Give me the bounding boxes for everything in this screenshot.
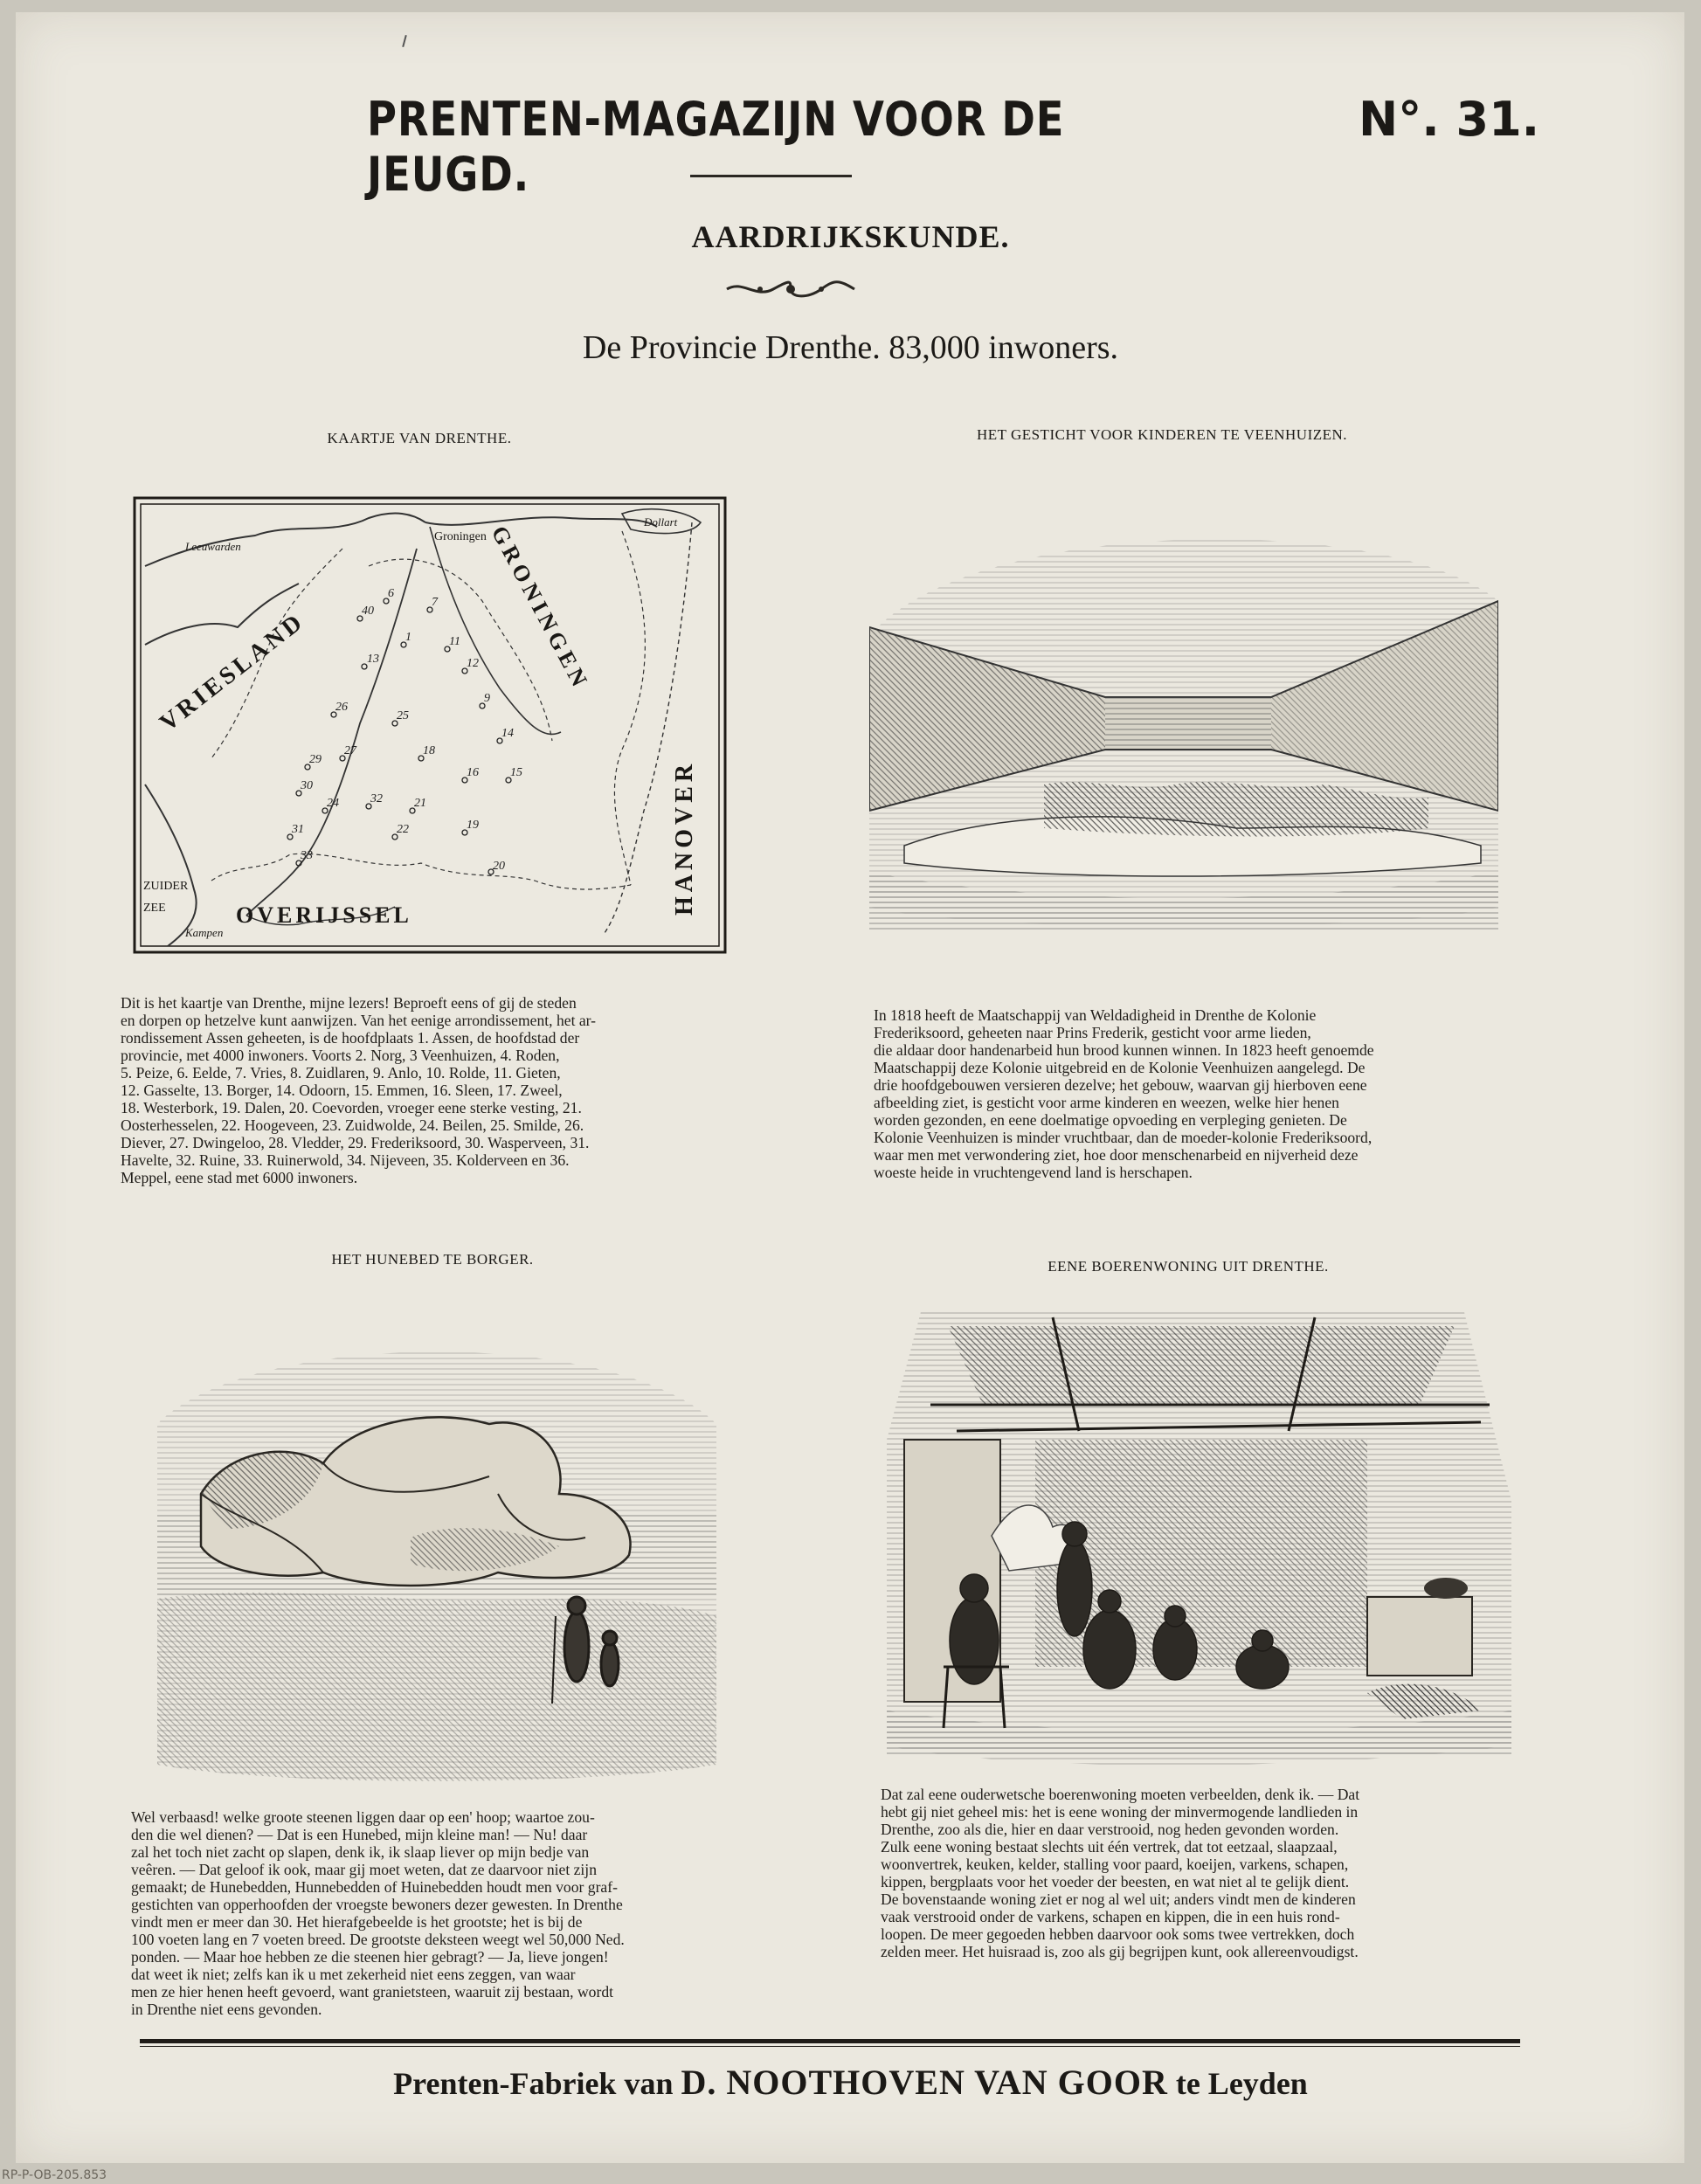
svg-text:30: 30 xyxy=(301,779,313,792)
svg-text:40: 40 xyxy=(362,605,374,618)
svg-text:12: 12 xyxy=(467,657,479,670)
hunebed-caption: HET HUNEBED TE BORGER. xyxy=(331,1251,534,1268)
map-caption: KAARTJE VAN DRENTHE. xyxy=(327,430,512,446)
map-label-zuiderzee-1: ZUIDER xyxy=(143,880,189,893)
map-label-zuiderzee-2: ZEE xyxy=(143,902,166,915)
footer-rule-thin xyxy=(140,2046,1520,2047)
svg-text:29: 29 xyxy=(309,753,322,766)
publisher-suffix: te Leyden xyxy=(1167,2066,1308,2101)
subject-heading: AARDRIJKSKUNDE. xyxy=(691,219,1010,254)
map-label-dollart: Dollart xyxy=(644,515,678,529)
map-of-drenthe xyxy=(133,496,727,954)
map-label-overijssel: OVERIJSSEL xyxy=(236,902,412,928)
svg-text:21: 21 xyxy=(414,797,426,810)
map-label-kampen: Kampen xyxy=(185,926,224,939)
svg-text:6: 6 xyxy=(388,587,394,600)
issue-number: N°. 31. xyxy=(1359,92,1540,147)
map-label-groningen: GRONINGEN xyxy=(486,522,595,695)
svg-text:18: 18 xyxy=(423,744,435,757)
svg-text:15: 15 xyxy=(510,766,522,779)
svg-text:20: 20 xyxy=(493,860,505,873)
map-label-leeuwarden: Leeuwarden xyxy=(185,540,241,553)
svg-text:19: 19 xyxy=(467,819,479,832)
svg-text:25: 25 xyxy=(397,709,409,722)
flourish-ornament xyxy=(725,278,856,301)
map-text: Dit is het kaartje van Drenthe, mijne lezers! Beproeft eens of gij de steden en dorpen op hetzelve kunt aanwijzen. Van het eenige arrondissement, het ar- rondissement Assen geheeten, is de hoofdplaats 1. Assen, de hoofdstad der provincie, met 4000 inwoners. Voorts 2. Norg, 3 Veenhuizen, 4. Roden, 5. Peize, 6. Eelde, 7. Vries, 8. Zuidlaren, 9. Anlo, 10. Rolde, 11. Gieten, 12. Gasselte, 13. Borger, 14. Odoorn, 15. Emmen, 16. Sleen, 17. Zweel, 18. Westerbork, 19. Dalen, 20. Coevorden, vroeger eene sterke vesting, 21. Oosterhesselen, 22. Hoogeveen, 23. Zuidwolde, 24. Beilen, 25. Smilde, 26. Diever, 27. Dwingeloo, 28. Vledder, 29. Frederiksoord, 30. Wasperveen, 31. Havelte, 32. Ruine, 33. Ruinerwold, 34. Nijeveen, 35. Kolderveen en 36. Meppel, eene stad met 6000 inwoners. xyxy=(121,994,597,1186)
magazine-title: PRENTEN-MAGAZIJN VOOR DE JEUGD. xyxy=(367,92,1065,202)
map-label-hanover: HANOVER xyxy=(671,759,698,916)
svg-text:22: 22 xyxy=(397,823,409,836)
map-label-groningen-city: Groningen xyxy=(434,530,487,543)
svg-text:33: 33 xyxy=(301,849,313,862)
boerenwoning-caption: EENE BOERENWONING UIT DRENTHE. xyxy=(1048,1258,1329,1275)
hunebed-text: Wel verbaasd! welke groote steenen liggen daar op een' hoop; waartoe zou- den die wel dienen? — Dat is een Hunebed, mijn kleine man! — Nu! daar zal het toch niet zacht op slapen, denk ik, ik slaap liever op mijn bedje van veêren. — Dat geloof ik ook, maar gij moet weten, dat ze daarvoor niet zijn gemaakt; de Hunebedden, Hunnebedden of Huinebedden houdt men voor graf- gestichten van opperhoofden der vroegste bewoners dezer gewesten. In Drenthe vindt men er meer dan 30. Het hierafgebeelde is het grootste; het is bij de 100 voeten lang en 7 voeten breed. De grootste deksteen weegt wel 50,000 Ned. ponden. — Maar hoe hebben ze die steenen hier gebragt? — Ja, lieve jongen! dat weet ik niet; zelfs kan ik u met zekerheid niet eens zeggen, van waar men ze hier henen heeft gevoerd, want granietsteen, waaruit zij bestaan, wordt in Drenthe niet eens gevonden. xyxy=(131,1808,625,2018)
svg-text:9: 9 xyxy=(484,692,490,705)
footer-rule xyxy=(140,2039,1520,2043)
boerenwoning-text: Dat zal eene ouderwetsche boerenwoning moeten verbeelden, denk ik. — Dat hebt gij niet geheel mis: het is eene woning der minvermogende landlieden in Drenthe, zoo als die, hier en daar verstrooid, nog heden gevonden worden. Zulk eene woning bestaat slechts uit één vertrek, dat tot eetzaal, slaapzaal, woonvertrek, keuken, kelder, stalling voor paard, koeijen, varkens, schapen, kippen, bergplaats voor het voeder der beesten, en wat niet al te gelijk dient. De bovenstaande woning ziet er nog al wel uit; anders vindt men de kinderen vaak verstrooid onder de varkens, schapen en kippen, die in een huis rond- loopen. De meer gegoeden hebben daarvoor ook soms twee vertrekken, doch zelden meer. Het huisraad is, zoo als gij begrijpen kunt, ook allereenvoudigst. xyxy=(881,1786,1360,1960)
svg-text:24: 24 xyxy=(327,797,339,810)
svg-text:11: 11 xyxy=(449,635,460,648)
svg-text:27: 27 xyxy=(344,744,356,757)
svg-text:32: 32 xyxy=(370,792,383,805)
province-line: De Provincie Drenthe. 83,000 inwoners. xyxy=(582,329,1119,366)
inventory-number: RP-P-OB-205.853 xyxy=(2,2168,107,2182)
publisher-prefix: Prenten-Fabriek van xyxy=(393,2066,681,2101)
veenhuizen-engraving xyxy=(869,496,1498,950)
svg-text:31: 31 xyxy=(292,823,304,836)
svg-text:7: 7 xyxy=(432,596,438,609)
veenhuizen-text: In 1818 heeft de Maatschappij van Weldadigheid in Drenthe de Kolonie Frederiksoord, geheeten naar Prins Frederik, gesticht voor arme lieden, die aldaar door handenarbeid hun brood kunnen winnen. In 1823 heeft genoemde Maatschappij deze Kolonie uitgebreid en de Kolonie Veenhuizen aangelegd. De drie hoofdgebouwen versieren dezelve; het gebouw, waarvan gij hierboven eene afbeelding ziet, is gesticht voor arme kinderen en weezen, welke hier henen worden gezonden, en eene doelmatige opvoeding en verpleging genieten. De Kolonie Veenhuizen is minder vruchtbaar, dan de moeder-kolonie Frederiksoord, waar men met verwondering ziet, hoe door menschenarbeid en nijverheid deze woeste heide in vruchtengevend land is herschapen. xyxy=(874,1006,1374,1181)
svg-text:26: 26 xyxy=(335,701,348,714)
map-label-friesland: VRIESLAND xyxy=(155,607,310,737)
svg-text:14: 14 xyxy=(501,727,514,740)
svg-text:13: 13 xyxy=(367,653,379,666)
publisher-line xyxy=(0,2062,1701,2103)
veenhuizen-caption: HET GESTICHT VOOR KINDEREN TE VEENHUIZEN. xyxy=(976,426,1348,443)
publisher-name: D. NOOTHOVEN VAN GOOR xyxy=(681,2063,1168,2102)
hunebed-engraving xyxy=(149,1319,725,1787)
title-divider xyxy=(690,175,852,177)
svg-text:1: 1 xyxy=(405,631,411,644)
boerenwoning-engraving xyxy=(878,1300,1511,1772)
svg-text:16: 16 xyxy=(467,766,479,779)
